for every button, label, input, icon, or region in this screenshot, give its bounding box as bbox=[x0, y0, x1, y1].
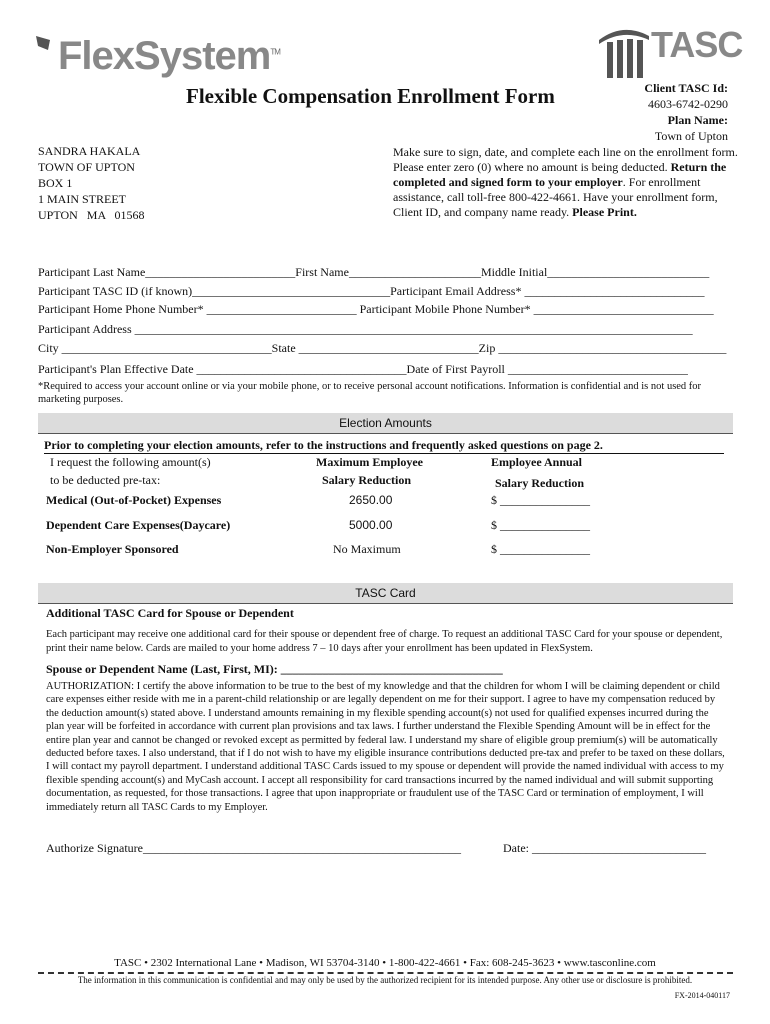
address-line: BOX 1 bbox=[38, 176, 73, 190]
plan-name-label: Plan Name: bbox=[667, 113, 728, 127]
election-row-label: Medical (Out-of-Pocket) Expenses bbox=[46, 493, 222, 507]
signature-field[interactable]: Authorize Signature_____________________________________________________ bbox=[46, 841, 461, 855]
col3-header-line2: Salary Reduction bbox=[495, 476, 585, 490]
instructions bbox=[393, 145, 738, 220]
authorization-text: AUTHORIZATION: I certify the above information to be true to the best of my knowledge and that the children for whom I will be claiming dependent or child care expenses either reside with me in a parent-child relationship or are legally dependent on me for their support. I agree to have my compensation reduced by the deduction amount(s) stated above. I understand amounts remaining in my flexible spending account(s) not used for qualified expenses incurred during the plan year will be forfeited in accordance with current plan provisions and tax laws. I further understand the Flexible Spending Amount will be in effect for the entire plan year and cannot be changed or revoked except as permitted by federal law. I understand my share of eligible group premium(s) will be automatically deducted before taxes. I also understand, that if I do not wish to have my eligible insurance contributions deducted pre-tax and prefer to be taxed on these dollars, I will contact my payroll department. I understand additional TASC Cards issued to my spouse or dependent will provide the named individual with access to my flexible spending account(s) and MyCash account. I accept all responsibility for card transactions incurred by the named individual and will submit supporting documentation, as requested, for those transactions. I agree that upon inappropriate or fraudulent use of the TASC Card or termination of employment, I will immediately return all TASC Cards to my Employer. bbox=[46, 681, 725, 813]
election-row-label: Dependent Care Expenses(Daycare) bbox=[46, 518, 231, 532]
card-paragraph: Each participant may receive one additional card for their spouse or dependent free of charge. To request an additional TASC Card for your spouse or dependent, print their name below. Cards are mailed to your home address 7 – 10 days after your enrollment has been updated in FlexSystem. bbox=[46, 629, 723, 654]
client-id-value: 4603-6742-0290 bbox=[648, 97, 728, 111]
date-field[interactable]: Date: _____________________________ bbox=[503, 841, 706, 855]
address-line: 1 MAIN STREET bbox=[38, 192, 126, 206]
address-line: SANDRA HAKALA bbox=[38, 144, 141, 158]
election-intro: Prior to completing your election amounts, refer to the instructions and frequently asked questions on page 2. bbox=[44, 438, 724, 454]
col1-header-line2: to be deducted pre-tax: bbox=[50, 473, 161, 487]
election-row-annual-input[interactable]: $ _______________ bbox=[491, 518, 590, 532]
col1-header-line1: I request the following amount(s) bbox=[50, 455, 211, 469]
footer-confidential: The information in this communication is confidential and may only be used by the authorized recipient for its intended purpose. Any other use or disclosure is prohibited. bbox=[77, 975, 693, 985]
instructions-text: . For enrollment assistance, call toll-free 800-422-4661. Have your enrollment form, Client ID, and company name ready. bbox=[393, 175, 718, 219]
city-state-zip-fields[interactable]: City ___________________________________State ______________________________Zip ______________________________________ bbox=[38, 341, 727, 355]
tasc-wordmark: TASC bbox=[651, 24, 743, 65]
participant-name-fields[interactable]: Participant Last Name_________________________First Name______________________Middle Initial___________________________ bbox=[38, 265, 710, 279]
address-line: TOWN OF UPTON bbox=[38, 160, 135, 174]
client-id-label: Client TASC Id: bbox=[644, 81, 728, 95]
election-row-max: 2650.00 bbox=[349, 493, 393, 507]
participant-id-email-fields[interactable]: Participant TASC ID (if known)_________________________________Participant Email Address* ______________________________ bbox=[38, 284, 705, 298]
election-row-annual-input[interactable]: $ _______________ bbox=[491, 542, 590, 556]
spouse-dependent-name-field[interactable]: Spouse or Dependent Name (Last, First, MI): _____________________________________ bbox=[46, 662, 503, 676]
card-subtitle: Additional TASC Card for Spouse or Dependent bbox=[46, 606, 294, 620]
election-row-annual-input[interactable]: $ _______________ bbox=[491, 493, 590, 507]
col3-header-line1: Employee Annual bbox=[491, 455, 583, 469]
instructions-text: Make sure to sign, date, and complete each line on the enrollment form. Please enter zero (0) where no amount is being deducted. bbox=[393, 145, 738, 174]
form-title: Flexible Compensation Enrollment Form bbox=[186, 84, 555, 108]
participant-phone-fields[interactable]: Participant Home Phone Number* _________________________ Participant Mobile Phone Number* ______________________________ bbox=[38, 302, 714, 316]
participant-address-field[interactable]: Participant Address _____________________________________________________________________________________________ bbox=[38, 322, 693, 336]
instructions-please-print: Please Print. bbox=[572, 205, 637, 219]
election-row-label: Non-Employer Sponsored bbox=[46, 542, 179, 556]
election-amounts-header: Election Amounts bbox=[38, 413, 733, 434]
election-row-max: 5000.00 bbox=[349, 518, 393, 532]
form-code: FX-2014-040117 bbox=[674, 991, 730, 1000]
footer-address: TASC • 2302 International Lane • Madison, WI 53704-3140 • 1-800-422-4661 • Fax: 608-245-3623 • www.tasconline.com bbox=[114, 957, 656, 969]
flexsystem-mark-icon bbox=[36, 36, 56, 50]
col2-header-line2: Salary Reduction bbox=[322, 473, 412, 487]
address-line: UPTON MA 01568 bbox=[38, 208, 145, 222]
election-row-max: No Maximum bbox=[333, 542, 401, 556]
col2-header-line1: Maximum Employee bbox=[316, 455, 423, 469]
required-note: *Required to access your account online or via your mobile phone, or to receive personal account notifications. Information is confidential and is not used for marketing purposes. bbox=[38, 381, 702, 405]
tasc-card-header: TASC Card bbox=[38, 583, 733, 604]
client-info bbox=[644, 80, 728, 144]
instructions-return-note: Return the completed and signed form to your employer bbox=[393, 160, 727, 189]
flexsystem-wordmark: FlexSystem™ bbox=[58, 34, 280, 78]
tasc-mark-icon bbox=[595, 22, 651, 82]
effective-date-fields[interactable]: Participant's Plan Effective Date ___________________________________Date of First Payroll ______________________________ bbox=[38, 362, 688, 376]
flexsystem-logo bbox=[36, 28, 280, 83]
tasc-logo bbox=[595, 22, 743, 82]
mailing-address bbox=[38, 143, 144, 223]
footer-divider bbox=[38, 972, 733, 974]
plan-name-value: Town of Upton bbox=[654, 129, 728, 143]
